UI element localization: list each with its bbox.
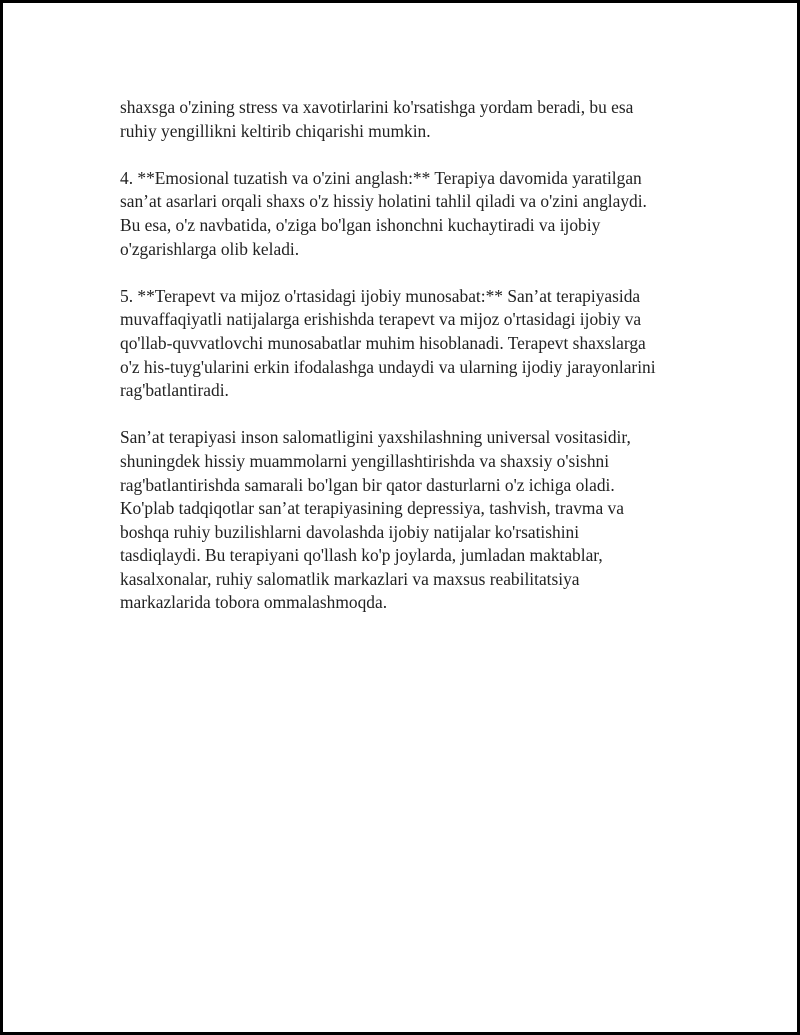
- text-line: ruhiy yengillikni keltirib chiqarishi mumkin.: [120, 120, 431, 141]
- text-line: muvaffaqiyatli natijalarga erishishda terapevt va mijoz o'rtasidagi ijobiy va: [120, 309, 642, 330]
- text-line: san’at asarlari orqali shaxs o'z hissiy holatini tahlil qiladi va o'zini anglaydi.: [120, 191, 647, 212]
- text-line: Bu esa, o'z navbatida, o'ziga bo'lgan ishonchni kuchaytiradi va ijobiy: [120, 214, 601, 235]
- paragraph-conclusion: [120, 426, 710, 615]
- text-line: 5. **Terapevt va mijoz o'rtasidagi ijobiy munosabat:** San’at terapiyasida: [120, 285, 641, 306]
- text-line: shuningdek hissiy muammolarni yengillashtirishda va shaxsiy o'sishni: [120, 450, 610, 471]
- text-line: boshqa ruhiy buzilishlarni davolashda ijobiy natijalar ko'rsatishini: [120, 521, 580, 542]
- text-line: shaxsga o'zining stress va xavotirlarini ko'rsatishga yordam beradi, bu esa: [120, 97, 634, 117]
- text-line: rag'batlantirishda samarali bo'lgan bir qator dasturlarni o'z ichiga oladi.: [120, 474, 615, 495]
- paragraph-continuation: [120, 96, 710, 143]
- text-line: qo'llab-quvvatlovchi munosabatlar muhim hisoblanadi. Terapevt shaxslarga: [120, 332, 646, 353]
- text-line: San’at terapiyasi inson salomatligini yaxshilashning universal vositasidir,: [120, 427, 631, 448]
- text-line: 4. **Emosional tuzatish va o'zini anglash:** Terapiya davomida yaratilgan: [120, 167, 642, 188]
- text-line: kasalxonalar, ruhiy salomatlik markazlari va maxsus reabilitatsiya: [120, 568, 580, 589]
- text-line: Ko'plab tadqiqotlar san’at terapiyasining depressiya, tashvish, travma va: [120, 498, 624, 519]
- document-body: [120, 96, 710, 639]
- text-line: o'z his-tuyg'ularini erkin ifodalashga undaydi va ularning ijodiy jarayonlarini: [120, 356, 656, 377]
- text-line: markazlarida tobora ommalashmoqda.: [120, 592, 388, 613]
- paragraph-item-4: [120, 167, 710, 261]
- paragraph-item-5: [120, 285, 710, 403]
- text-line: o'zgarishlarga olib keladi.: [120, 238, 300, 259]
- text-line: rag'batlantiradi.: [120, 380, 229, 401]
- text-line: tasdiqlaydi. Bu terapiyani qo'llash ko'p joylarda, jumladan maktablar,: [120, 545, 603, 566]
